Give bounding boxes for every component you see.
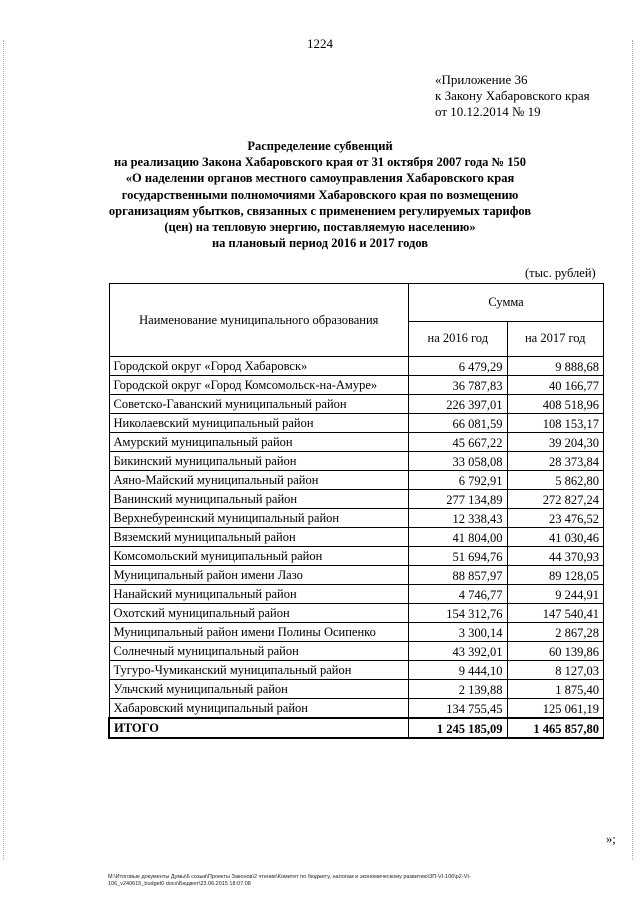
row-name: Аяно-Майский муниципальный район xyxy=(109,471,409,490)
row-value-2017: 9 888,68 xyxy=(507,357,604,376)
row-name: Николаевский муниципальный район xyxy=(109,414,409,433)
table-row xyxy=(109,395,604,414)
title-line-3: «О наделении органов местного самоуправления Хабаровского края xyxy=(125,171,515,186)
table-row xyxy=(109,490,604,509)
table-row xyxy=(109,642,604,661)
row-value-2016: 9 444,10 xyxy=(409,661,507,680)
row-value-2016: 6 792,91 xyxy=(409,471,507,490)
row-name: Вяземский муниципальный район xyxy=(109,528,409,547)
row-value-2016: 154 312,76 xyxy=(409,604,507,623)
row-value-2017: 40 166,77 xyxy=(507,376,604,395)
title-line-4: государственными полномочиями Хабаровского края по возмещению xyxy=(121,187,519,202)
scan-left-edge xyxy=(3,40,5,860)
table-row xyxy=(109,528,604,547)
row-value-2016: 43 392,01 xyxy=(409,642,507,661)
table-row xyxy=(109,604,604,623)
row-value-2016: 51 694,76 xyxy=(409,547,507,566)
row-name: Охотский муниципальный район xyxy=(109,604,409,623)
table-row xyxy=(109,585,604,604)
table-row xyxy=(109,547,604,566)
appendix-line-1: «Приложение 36 xyxy=(435,72,528,87)
row-value-2017: 60 139,86 xyxy=(507,642,604,661)
units-label: (тыс. рублей) xyxy=(525,266,596,280)
row-name: Тугуро-Чумиканский муниципальный район xyxy=(109,661,409,680)
row-name: Ульчский муниципальный район xyxy=(109,680,409,699)
row-value-2016: 88 857,97 xyxy=(409,566,507,585)
row-value-2017: 39 204,30 xyxy=(507,433,604,452)
row-value-2017: 108 153,17 xyxy=(507,414,604,433)
table-row xyxy=(109,471,604,490)
table-row xyxy=(109,357,604,376)
row-value-2016: 41 804,00 xyxy=(409,528,507,547)
row-value-2016: 45 667,22 xyxy=(409,433,507,452)
row-name: Муниципальный район имени Лазо xyxy=(109,566,409,585)
row-name: Комсомольский муниципальный район xyxy=(109,547,409,566)
row-name: Советско-Гаванский муниципальный район xyxy=(109,395,409,414)
row-value-2016: 12 338,43 xyxy=(409,509,507,528)
row-value-2017: 147 540,41 xyxy=(507,604,604,623)
header-2017: на 2017 год xyxy=(507,321,604,357)
row-name: Городской округ «Город Хабаровск» xyxy=(109,357,409,376)
scan-right-edge xyxy=(632,40,634,860)
row-name: Солнечный муниципальный район xyxy=(109,642,409,661)
closing-quote-mark: »; xyxy=(606,832,616,846)
row-value-2017: 44 370,93 xyxy=(507,547,604,566)
total-row xyxy=(109,718,604,738)
row-value-2017: 2 867,28 xyxy=(507,623,604,642)
total-value-2016: 1 245 185,09 xyxy=(409,718,507,738)
appendix-line-2: к Закону Хабаровского края xyxy=(435,88,590,103)
row-value-2017: 41 030,46 xyxy=(507,528,604,547)
row-name: Муниципальный район имени Полины Осипенко xyxy=(109,623,409,642)
row-value-2017: 89 128,05 xyxy=(507,566,604,585)
row-name: Хабаровский муниципальный район xyxy=(109,699,409,719)
row-name: Городской округ «Город Комсомольск-на-Амуре» xyxy=(109,376,409,395)
table-row xyxy=(109,376,604,395)
row-name: Верхнебуреинский муниципальный район xyxy=(109,509,409,528)
title-line-2: на реализацию Закона Хабаровского края от 31 октября 2007 года № 150 xyxy=(114,155,526,170)
header-2016: на 2016 год xyxy=(409,321,507,357)
row-value-2017: 1 875,40 xyxy=(507,680,604,699)
row-value-2016: 66 081,59 xyxy=(409,414,507,433)
row-value-2016: 226 397,01 xyxy=(409,395,507,414)
appendix-line-3: от 10.12.2014 № 19 xyxy=(435,104,541,119)
title-line-6: (цен) на тепловую энергию, поставляемую населению» xyxy=(164,220,476,235)
footer-line-2: 106_v240615_budget0 docx\Бюджет\23.06.2015 18:07:08 xyxy=(108,881,251,887)
header-name: Наименование муниципального образования xyxy=(109,284,409,357)
appendix-reference xyxy=(435,72,590,120)
table-row xyxy=(109,623,604,642)
total-value-2017: 1 465 857,80 xyxy=(507,718,604,738)
row-name: Амурский муниципальный район xyxy=(109,433,409,452)
title-line-7: на плановый период 2016 и 2017 годов xyxy=(211,236,429,251)
row-value-2016: 4 746,77 xyxy=(409,585,507,604)
row-value-2016: 2 139,88 xyxy=(409,680,507,699)
row-value-2016: 33 058,08 xyxy=(409,452,507,471)
file-path-footer xyxy=(108,874,578,888)
row-name: Нанайский муниципальный район xyxy=(109,585,409,604)
header-sum: Сумма xyxy=(409,284,604,322)
table-row xyxy=(109,414,604,433)
total-label: ИТОГО xyxy=(109,718,409,738)
row-value-2016: 3 300,14 xyxy=(409,623,507,642)
table-body xyxy=(109,357,604,739)
row-value-2017: 5 862,80 xyxy=(507,471,604,490)
title-line-1: Распределение субвенций xyxy=(247,139,393,153)
row-value-2016: 6 479,29 xyxy=(409,357,507,376)
table-row xyxy=(109,433,604,452)
row-name: Бикинский муниципальный район xyxy=(109,452,409,471)
table-row xyxy=(109,661,604,680)
table-row xyxy=(109,680,604,699)
row-value-2016: 134 755,45 xyxy=(409,699,507,719)
row-value-2017: 9 244,91 xyxy=(507,585,604,604)
title-line-5: организациям убытков, связанных с применением регулируемых тарифов xyxy=(108,203,532,218)
subventions-table xyxy=(108,283,604,739)
table-row xyxy=(109,509,604,528)
table-row xyxy=(109,566,604,585)
row-value-2017: 8 127,03 xyxy=(507,661,604,680)
table-row xyxy=(109,452,604,471)
row-value-2017: 28 373,84 xyxy=(507,452,604,471)
row-value-2017: 272 827,24 xyxy=(507,490,604,509)
row-name: Ванинский муниципальный район xyxy=(109,490,409,509)
document-title xyxy=(60,138,580,251)
table-row xyxy=(109,699,604,719)
page-number: 1224 xyxy=(307,36,333,51)
row-value-2017: 125 061,19 xyxy=(507,699,604,719)
row-value-2017: 23 476,52 xyxy=(507,509,604,528)
row-value-2017: 408 518,96 xyxy=(507,395,604,414)
footer-line-1: M:\Итоговые документы Думы\6 созыв\Проекты Законов\2 чтение\Комитет по бюджету, налогам и экономическому развитию\3П-VI-106\р2-VI- xyxy=(108,874,471,880)
row-value-2016: 36 787,83 xyxy=(409,376,507,395)
row-value-2016: 277 134,89 xyxy=(409,490,507,509)
